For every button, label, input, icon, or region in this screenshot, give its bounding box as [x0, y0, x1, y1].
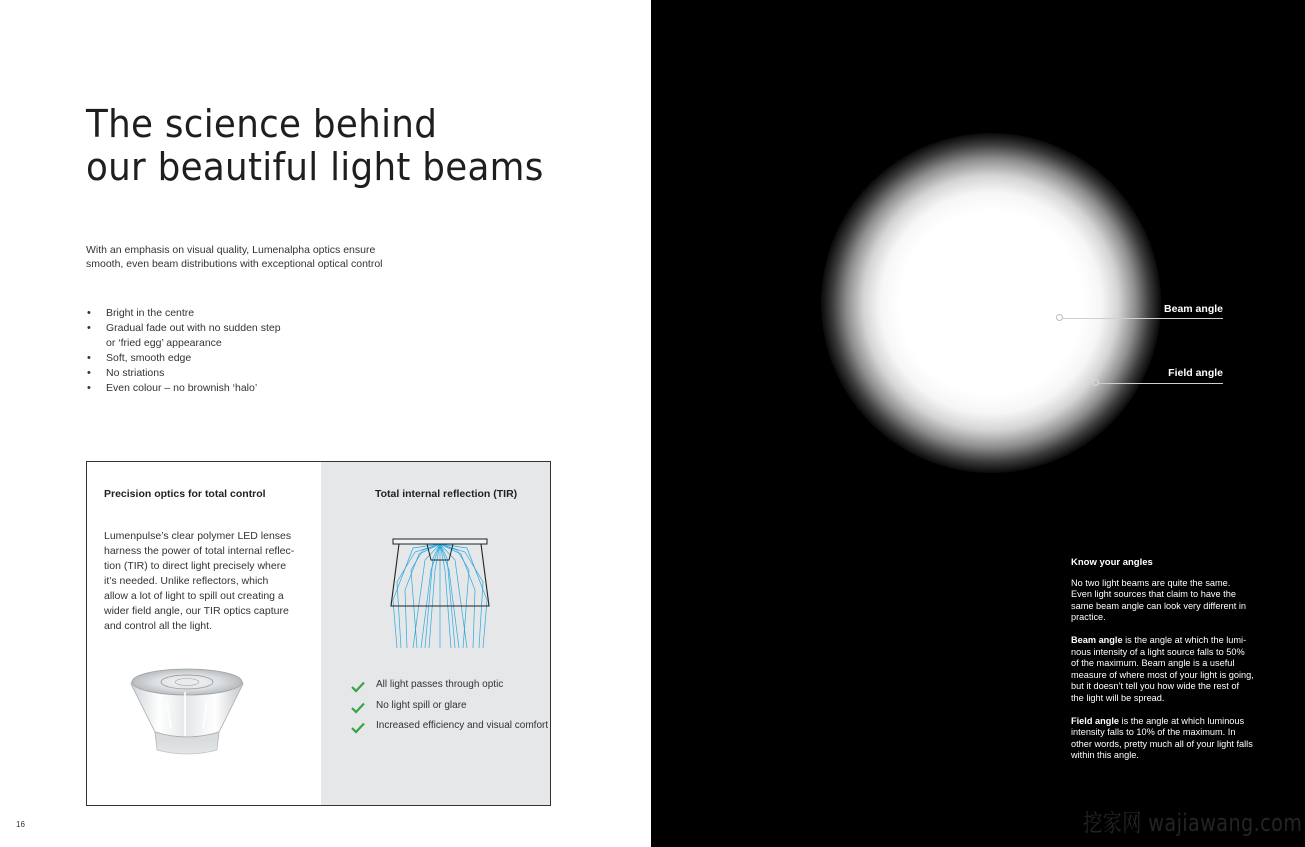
list-item-text: Increased efficiency and visual comfort: [376, 720, 549, 731]
list-item-text: • No striations: [106, 367, 165, 379]
field-angle-definition: [1071, 716, 1256, 762]
text-line: Even light sources that claim to have the: [1071, 589, 1236, 600]
text-line: same beam angle can look very different in: [1071, 600, 1247, 611]
list-item-text: • Even colour – no brownish ‘halo’: [106, 382, 258, 394]
panel-body: [104, 529, 304, 634]
list-item: [86, 351, 281, 366]
text-line: of the maximum. Beam angle is a useful: [1071, 658, 1235, 669]
list-item: [86, 381, 281, 396]
field-angle-marker: [1092, 379, 1099, 386]
page-title: [86, 103, 544, 189]
panel-heading: Precision optics for total control: [104, 488, 266, 500]
optics-info-box: [86, 461, 551, 806]
intro-paragraph: [1071, 578, 1256, 624]
list-item-text: • Gradual fade out with no sudden step: [106, 322, 281, 334]
page-number: 16: [16, 820, 25, 829]
field-angle-line: [1099, 383, 1223, 384]
know-your-angles: [1071, 557, 1256, 773]
text-line: but it doesn’t tell you how wide the rest of: [1071, 681, 1240, 692]
body-line: harness the power of total internal reflec-: [104, 545, 295, 557]
list-item: [351, 678, 548, 699]
list-item: [351, 719, 548, 740]
beam-angle-line: [1063, 318, 1223, 319]
benefits-list: [351, 678, 548, 740]
list-item-text: All light passes through optic: [376, 679, 504, 690]
check-icon: [351, 702, 365, 714]
list-item-text: • Bright in the centre: [106, 307, 195, 319]
text-line: the light will be spread.: [1071, 692, 1165, 703]
text-line: other words, pretty much all of your light falls: [1071, 738, 1253, 749]
check-icon: [351, 681, 365, 693]
title-line: our beautiful light beams: [86, 145, 544, 189]
text-line: [1071, 635, 1256, 647]
body-line: tion (TIR) to direct light precisely where: [104, 560, 287, 572]
text-line: within this angle.: [1071, 750, 1139, 761]
field-angle-label: Field angle: [1168, 367, 1223, 379]
text-line: [1071, 716, 1256, 728]
text-line: No two light beams are quite the same.: [1071, 577, 1231, 588]
text-line: nous intensity of a light source falls to 50%: [1071, 646, 1245, 657]
list-item-text: or ‘fried egg’ appearance: [106, 337, 222, 349]
precision-optics-panel: [87, 462, 321, 805]
watermark: 挖家网 wajiawang.com: [1083, 809, 1303, 837]
intro-text: [86, 243, 406, 271]
text-line: measure of where most of your light is going,: [1071, 669, 1254, 680]
term: Field angle: [1071, 715, 1119, 726]
right-page: [651, 0, 1305, 847]
list-item: [86, 366, 281, 381]
body-line: allow a lot of light to spill out creating a: [104, 590, 284, 602]
left-page: [0, 0, 651, 847]
beam-angle-marker: [1056, 314, 1063, 321]
body-line: it’s needed. Unlike reflectors, which: [104, 575, 269, 587]
tir-panel: [321, 462, 550, 805]
term: Beam angle: [1071, 634, 1123, 645]
list-item: [86, 321, 281, 351]
list-item-text: No light spill or glare: [376, 699, 467, 711]
list-item: [86, 306, 281, 321]
intro-line: smooth, even beam distributions with exceptional optical control: [86, 258, 383, 270]
title-line: The science behind: [86, 102, 438, 146]
text-line: practice.: [1071, 612, 1106, 623]
text-fragment: is the angle at which the lumi-: [1122, 634, 1247, 645]
beam-angle-definition: [1071, 635, 1256, 705]
feature-list: [86, 306, 281, 396]
panel-heading: Total internal reflection (TIR): [375, 488, 518, 500]
beam-angle-label: Beam angle: [1164, 303, 1223, 315]
lens-image: [127, 662, 247, 787]
intro-line: With an emphasis on visual quality, Lumenalpha optics ensure: [86, 244, 376, 256]
text-fragment: is the angle at which luminous: [1119, 715, 1245, 726]
check-icon: [351, 722, 365, 734]
body-line: wider field angle, our TIR optics capture: [104, 605, 289, 617]
body-line: Lumenpulse’s clear polymer LED lenses: [104, 530, 292, 542]
tir-diagram: [385, 530, 495, 648]
text-line: intensity falls to 10% of the maximum. In: [1071, 727, 1236, 738]
body-line: and control all the light.: [104, 620, 212, 632]
section-heading: Know your angles: [1071, 557, 1153, 568]
list-item-text: • Soft, smooth edge: [106, 352, 192, 364]
light-beam-image: [821, 133, 1161, 473]
list-item: [351, 699, 548, 720]
